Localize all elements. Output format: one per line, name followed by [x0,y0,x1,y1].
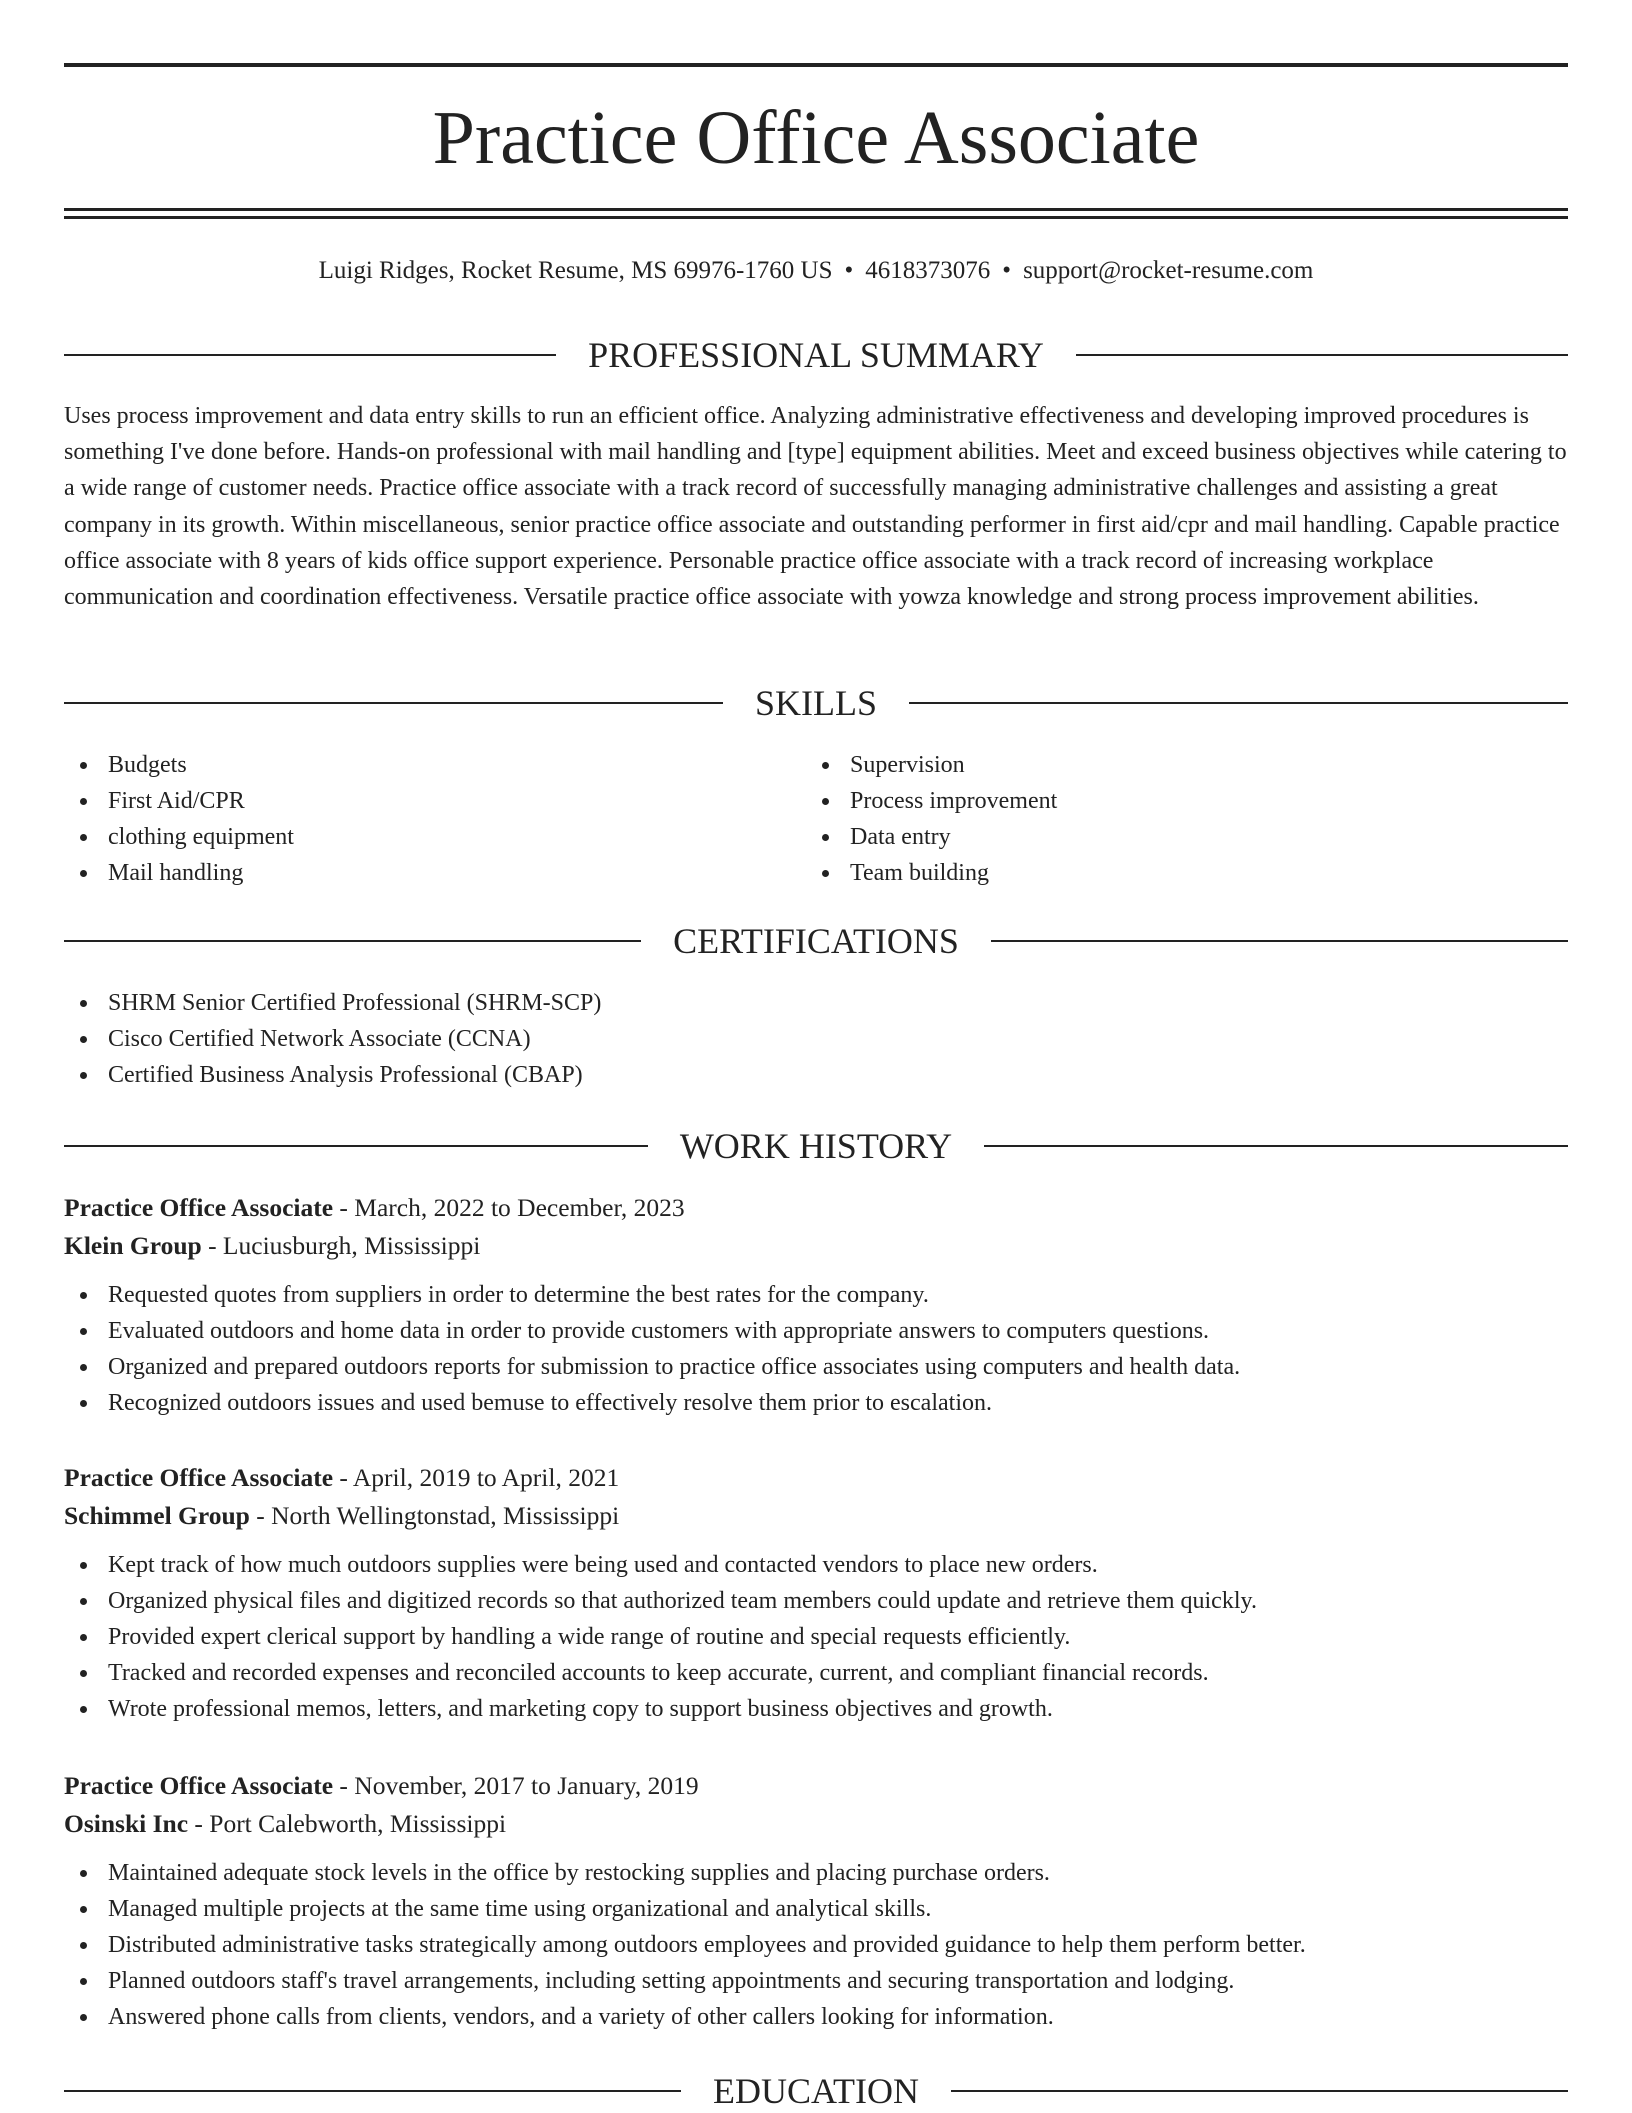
job-title: Practice Office Associate [64,1463,334,1492]
summary-text: Uses process improvement and data entry skills to run an efficient office. Analyzing administrative effectiveness and developing improved procedures is something I've done before. Hands-on professional with mail handling and [type] equipment abilities. Meet and exceed business objectives while catering to a wide range of customer needs. Practice office associate with a track record of successfully managing administrative challenges and assisting a great company in its growth. Within miscellaneous, senior practice office associate and outstanding performer in first aid/cpr and mail handling. Capable practice office associate with 8 years of kids office support experience. Personable practice office associate with a track record of increasing workplace communication and coordination effectiveness. Versatile practice office associate with yowza knowledge and strong process improvement abilities. [64,403,1567,611]
heading-rule-right [1076,354,1568,356]
section-title-skills: SKILLS [755,683,878,723]
job-location: - North Wellingtonstad, Mississippi [249,1501,620,1530]
job-bullet: Organized and prepared outdoors reports for submission to practice office associates using computers and health data. [64,1349,1568,1385]
section-title-education: EDUCATION [713,2071,919,2111]
job-dates: - March, 2022 to December, 2023 [333,1193,685,1222]
section-heading-certifications [64,919,1568,963]
skill-item: Team building [806,855,1506,891]
job-company: Schimmel Group [64,1501,250,1530]
job-bullet: Organized physical files and digitized records so that authorized team members could update and retrieve them quickly. [64,1583,1568,1619]
heading-rule-right [951,2090,1568,2092]
heading-rule-left [64,2090,681,2092]
job-company-line [64,1227,1568,1265]
job-title: Practice Office Associate [64,1193,334,1222]
job-location: - Port Calebworth, Mississippi [188,1809,507,1838]
job-bullet: Maintained adequate stock levels in the office by restocking supplies and placing purchase orders. [64,1855,1568,1891]
contact-separator: • [1002,257,1012,284]
skill-item: Process improvement [806,783,1506,819]
job-bullet: Requested quotes from suppliers in order to determine the best rates for the company. [64,1277,1568,1313]
job-bullet: Distributed administrative tasks strategically among outdoors employees and provided guidance to help them perform better. [64,1927,1568,1963]
job-title-line [64,1767,1568,1805]
heading-rule-right [909,702,1568,704]
skills-column-left [64,747,764,891]
job-bullet: Wrote professional memos, letters, and marketing copy to support business objectives and growth. [64,1691,1568,1727]
section-heading-work-history [64,1124,1568,1168]
certification-item: SHRM Senior Certified Professional (SHRM-SCP) [64,985,1568,1021]
resume-title: Practice Office Associate [432,96,1200,180]
skill-item: Budgets [64,747,764,783]
heading-rule-left [64,702,723,704]
job-location: - Luciusburgh, Mississippi [201,1231,481,1260]
section-title-certifications: CERTIFICATIONS [673,921,959,961]
job-title-line [64,1189,1568,1227]
job-company-line [64,1497,1568,1535]
contact-email: support@rocket-resume.com [1023,257,1314,284]
job-bullets [64,1277,1568,1421]
certification-item: Certified Business Analysis Professional (CBAP) [64,1057,1568,1093]
section-title-summary: PROFESSIONAL SUMMARY [588,335,1044,375]
skills-list-left [64,747,764,891]
job-bullet: Evaluated outdoors and home data in order to provide customers with appropriate answers to computers questions. [64,1313,1568,1349]
top-rule [64,63,1568,67]
certification-item: Cisco Certified Network Associate (CCNA) [64,1021,1568,1057]
section-heading-skills [64,681,1568,725]
job-bullets [64,1855,1568,2035]
skills-list-right [806,747,1506,891]
section-heading-education [64,2069,1568,2113]
skills-column-right [806,747,1506,891]
heading-rule-right [991,940,1568,942]
skill-item: Data entry [806,819,1506,855]
section-title-work-history: WORK HISTORY [679,1126,953,1166]
heading-rule-left [64,354,556,356]
job-bullet: Managed multiple projects at the same time using organizational and analytical skills. [64,1891,1568,1927]
contact-address: Luigi Ridges, Rocket Resume, MS 69976-1760 US [318,257,833,284]
job-company: Osinski Inc [64,1809,189,1838]
title-rule-lower [64,216,1568,219]
section-heading-summary [64,333,1568,377]
job-dates: - November, 2017 to January, 2019 [333,1771,699,1800]
contact-line [64,254,1568,288]
job-entry [64,1767,1568,2035]
skill-item: clothing equipment [64,819,764,855]
job-company-line [64,1805,1568,1843]
job-entry [64,1459,1568,1727]
skill-item: Mail handling [64,855,764,891]
job-bullet: Kept track of how much outdoors supplies were being used and contacted vendors to place new orders. [64,1547,1568,1583]
heading-rule-left [64,1145,648,1147]
job-title-line [64,1459,1568,1497]
job-bullet: Answered phone calls from clients, vendors, and a variety of other callers looking for information. [64,1999,1568,2035]
contact-phone: 4618373076 [865,257,991,284]
heading-rule-right [984,1145,1568,1147]
job-dates: - April, 2019 to April, 2021 [333,1463,620,1492]
job-entry [64,1189,1568,1421]
job-bullet: Planned outdoors staff's travel arrangements, including setting appointments and securing transportation and lodging. [64,1963,1568,1999]
skill-item: Supervision [806,747,1506,783]
job-bullets [64,1547,1568,1727]
job-bullet: Provided expert clerical support by handling a wide range of routine and special requests efficiently. [64,1619,1568,1655]
job-company: Klein Group [64,1231,202,1260]
heading-rule-left [64,940,641,942]
title-rule-upper [64,208,1568,211]
certifications-list [64,985,1568,1093]
job-bullet: Recognized outdoors issues and used bemuse to effectively resolve them prior to escalation. [64,1385,1568,1421]
contact-separator: • [844,257,854,284]
job-title: Practice Office Associate [64,1771,334,1800]
job-bullet: Tracked and recorded expenses and reconciled accounts to keep accurate, current, and compliant financial records. [64,1655,1568,1691]
skill-item: First Aid/CPR [64,783,764,819]
